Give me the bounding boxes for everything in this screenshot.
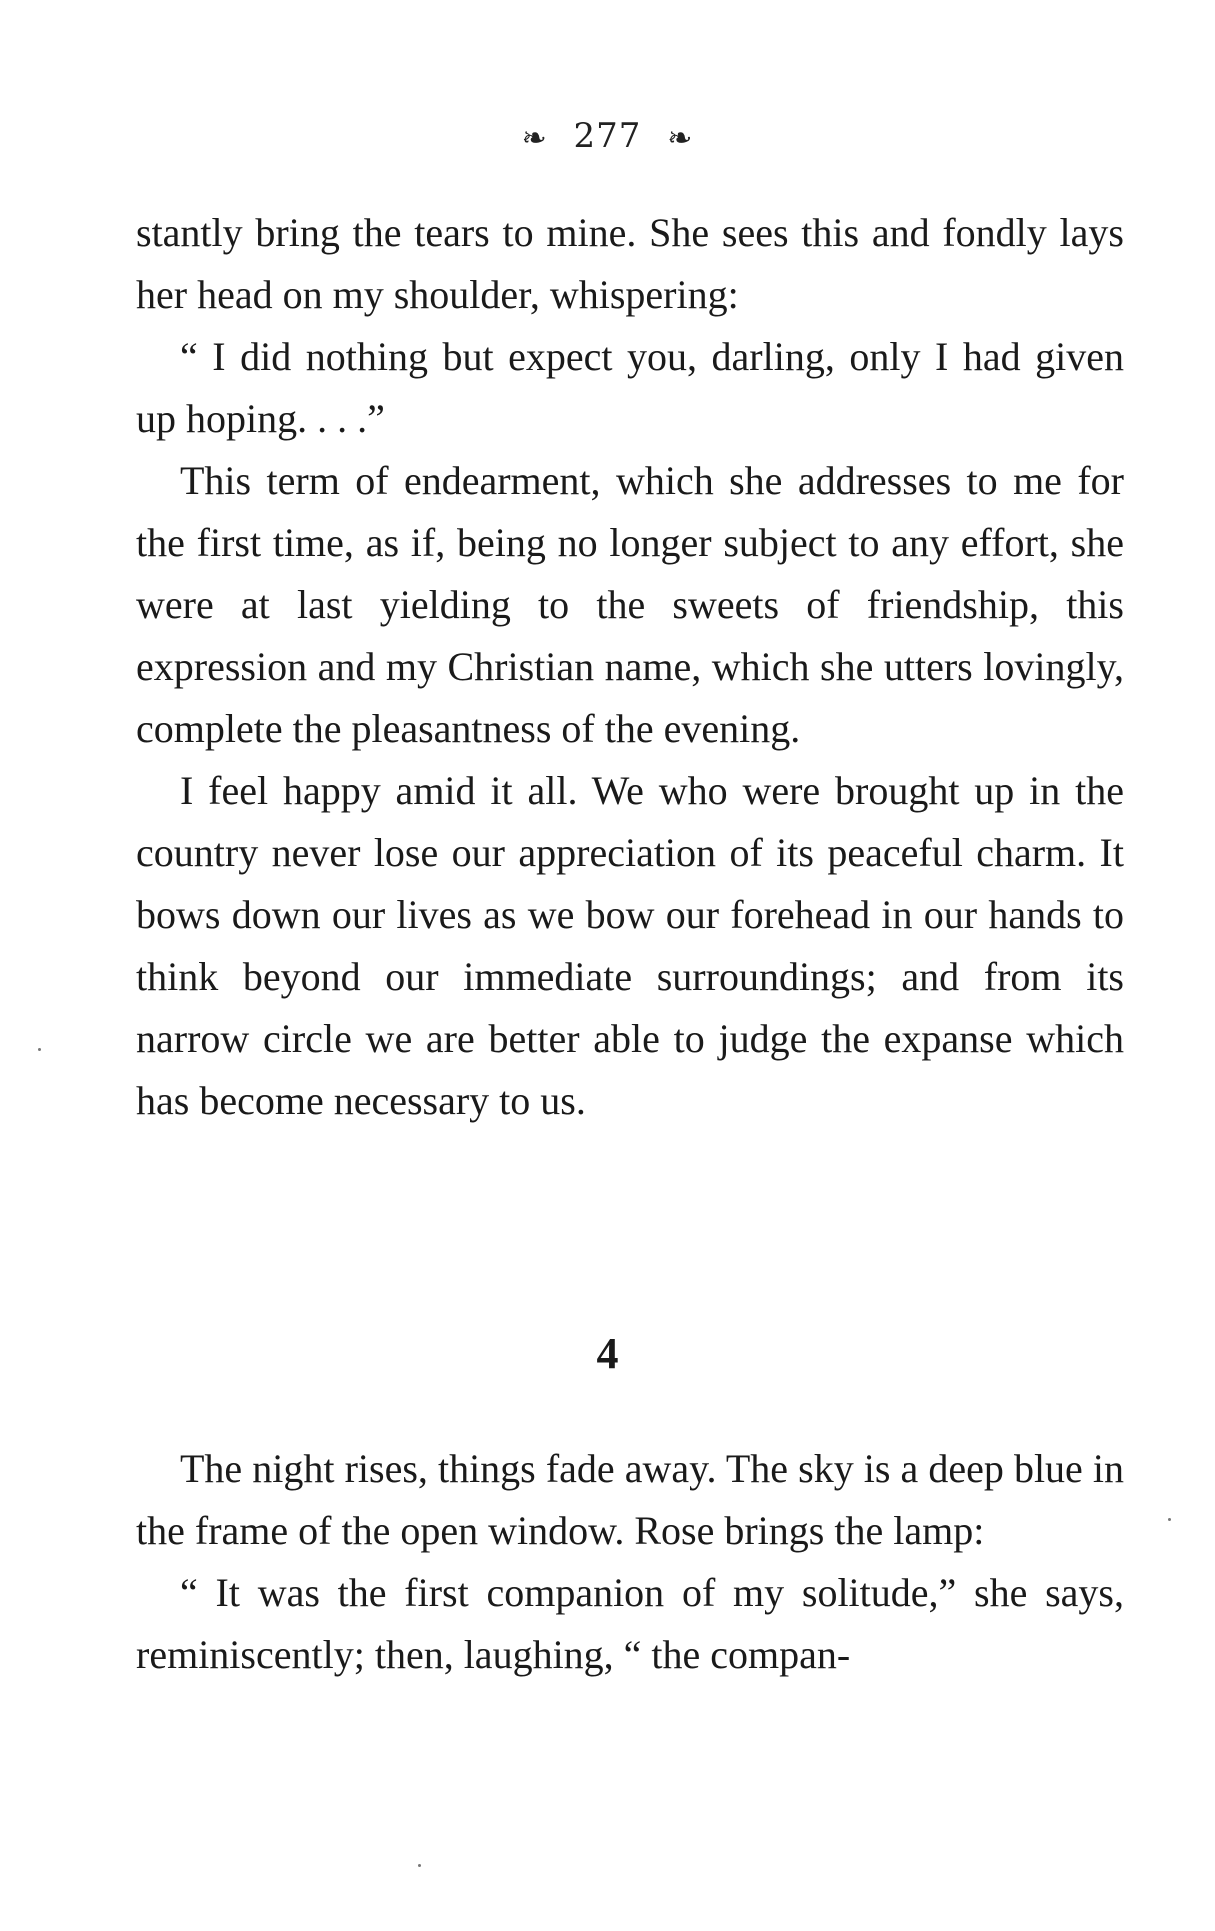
paper-speck [1168,1518,1171,1521]
paragraph: “ It was the first companion of my solitude,” she says, reminiscently; then, laughing, “ the compan- [136,1570,1124,1677]
paragraph: I feel happy amid it all. We who were brought up in the country never lose our appreciation of its peaceful charm. It bows down our lives as we bow our forehead in our hands to think beyond our immediate surroundings; and from its narrow circle we are better able to judge the expanse which has become necessary to us. [136,768,1124,1123]
paper-speck [418,1864,421,1867]
fleuron-right-icon: ❧ [667,120,694,156]
paragraph: stantly bring the tears to mine. She sees this and fondly lays her head on my shoulder, whispering: [136,210,1124,317]
page-number: 277 [573,116,642,156]
running-head [0,116,1215,156]
paragraph: This term of endearment, which she addresses to me for the first time, as if, being no longer subject to any effort, she were at last yielding to the sweets of friendship, this expression and my Christian name, which she utters lovingly, complete the pleasantness of the evening. [136,458,1124,751]
section-number: 4 [596,1329,619,1378]
body-text-bottom [136,1438,1124,1686]
fleuron-left-icon: ❧ [521,120,548,156]
paper-speck [38,1048,41,1051]
body-text-top [136,202,1124,1132]
paragraph: The night rises, things fade away. The sky is a deep blue in the frame of the open window. Rose brings the lamp: [136,1446,1124,1553]
paragraph: “ I did nothing but expect you, darling, only I had given up hoping. . . .” [136,334,1124,441]
